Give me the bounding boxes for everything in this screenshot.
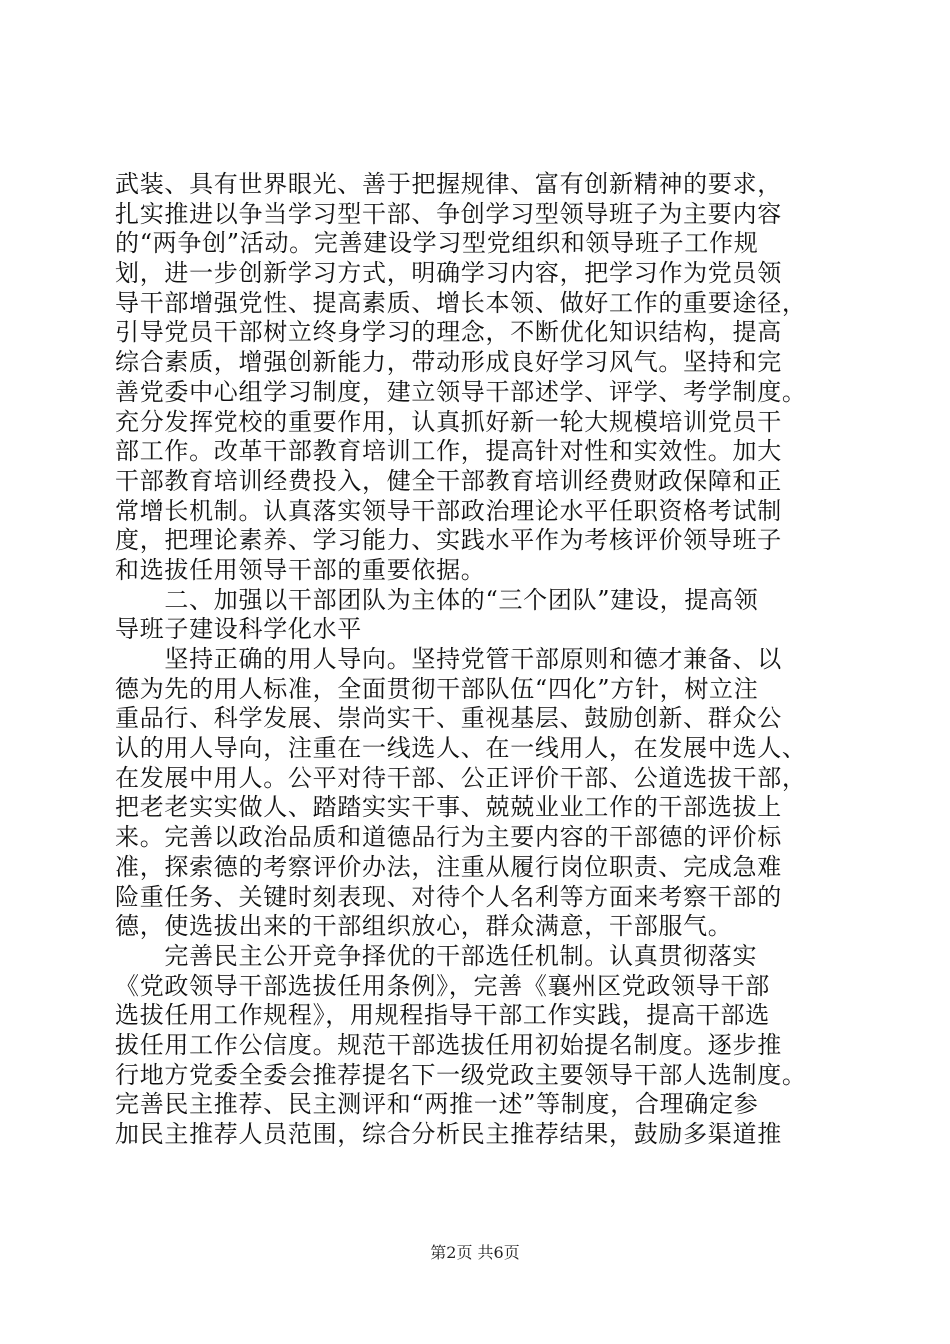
text-line: 重品行、科学发展、崇尚实干、重视基层、鼓励创新、群众公 xyxy=(115,704,782,733)
text-line: 险重任务、关键时刻表现、对待个人名利等方面来考察干部的 xyxy=(115,882,782,911)
text-line: 充分发挥党校的重要作用，认真抓好新一轮大规模培训党员干 xyxy=(115,407,782,436)
text-line: 二、加强以干部团队为主体的“三个团队”建设，提高领 xyxy=(115,585,759,614)
text-line: 加民主推荐人员范围，综合分析民主推荐结果，鼓励多渠道推 xyxy=(115,1120,782,1148)
text-line: 德，使选拔出来的干部组织放心，群众满意，干部服气。 xyxy=(115,912,733,941)
text-line: 把老老实实做人、踏踏实实干事、兢兢业业工作的干部选拔上 xyxy=(115,793,782,822)
text-line: 常增长机制。认真落实领导干部政治理论水平任职资格考试制 xyxy=(115,496,782,525)
page-footer: 第2页 共6页 xyxy=(430,1243,520,1262)
text-line: 行地方党委全委会推荐提名下一级党政主要领导干部人选制度。 xyxy=(115,1060,807,1089)
text-line: 来。完善以政治品质和道德品行为主要内容的干部德的评价标 xyxy=(115,823,782,852)
text-line: 认的用人导向，注重在一线选人、在一线用人，在发展中选人、 xyxy=(115,734,807,763)
text-line: 扎实推进以争当学习型干部、争创学习型领导班子为主要内容 xyxy=(115,199,782,228)
body-text xyxy=(115,170,835,1150)
text-line: 完善民主推荐、民主测评和“两推一述”等制度，合理确定参 xyxy=(115,1090,759,1119)
text-line: 坚持正确的用人导向。坚持党管干部原则和德才兼备、以 xyxy=(115,645,782,673)
text-line: 和选拔任用领导干部的重要依据。 xyxy=(115,555,486,584)
text-line: 善党委中心组学习制度，建立领导干部述学、评学、考学制度。 xyxy=(115,377,807,406)
text-line: 干部教育培训经费投入，健全干部教育培训经费财政保障和正 xyxy=(115,466,782,495)
text-line: 综合素质，增强创新能力，带动形成良好学习风气。坚持和完 xyxy=(115,348,782,377)
text-line: 选拔任用工作规程》，用规程指导干部工作实践，提高干部选 xyxy=(115,1001,770,1030)
text-line: 拔任用工作公信度。规范干部选拔任用初始提名制度。逐步推 xyxy=(115,1030,782,1059)
text-line: 划，进一步创新学习方式，明确学习内容，把学习作为党员领 xyxy=(115,259,782,288)
text-line: 武装、具有世界眼光、善于把握规律、富有创新精神的要求， xyxy=(115,170,782,198)
text-line: 《党政领导干部选拔任用条例》，完善《襄州区党政领导干部 xyxy=(115,971,770,1000)
text-line: 的“两争创”活动。完善建设学习型党组织和领导班子工作规 xyxy=(115,229,759,258)
text-line: 部工作。改革干部教育培训工作，提高针对性和实效性。加大 xyxy=(115,437,782,466)
text-line: 引导党员干部树立终身学习的理念，不断优化知识结构，提高 xyxy=(115,318,782,347)
text-line: 德为先的用人标准，全面贯彻干部队伍“四化”方针，树立注 xyxy=(115,674,759,703)
text-line: 度，把理论素养、学习能力、实践水平作为考核评价领导班子 xyxy=(115,526,782,555)
text-line: 在发展中用人。公平对待干部、公正评价干部、公道选拔干部， xyxy=(115,763,807,792)
text-line: 完善民主公开竞争择优的干部选任机制。认真贯彻落实 xyxy=(115,941,758,970)
text-line: 导干部增强党性、提高素质、增长本领、做好工作的重要途径， xyxy=(115,288,807,317)
text-line: 导班子建设科学化水平 xyxy=(115,615,362,644)
text-line: 准，探索德的考察评价办法，注重从履行岗位职责、完成急难 xyxy=(115,852,782,881)
